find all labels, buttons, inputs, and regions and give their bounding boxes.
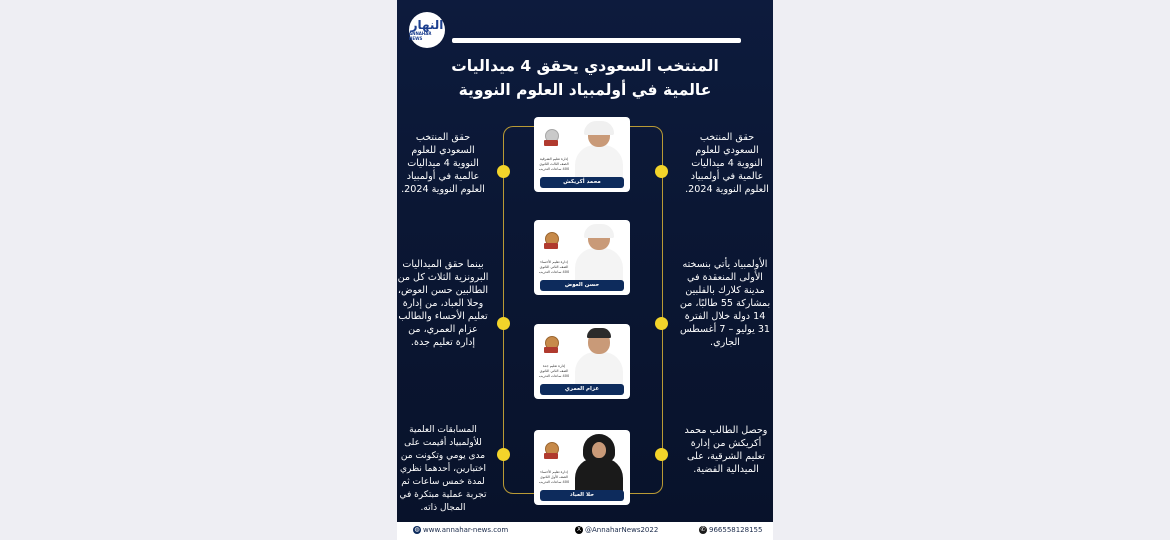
headline-line-1: المنتخب السعودي يحقق 4 ميداليات: [451, 57, 719, 75]
left-text-3: المسابقات العلمية للأولمبياد أقيمت على مدى يومي وتكونت من اختبارين، أحدهما نظري لمدة خمس ساعات ثم تجربة عملية مبتكرة في المجال ذاته.: [399, 425, 487, 513]
right-text-1: حقق المنتخب السعودي للعلوم النووية 4 ميداليات عالمية في أولمبياد العلوم النووية 2024.: [685, 132, 769, 195]
medal-icon: [540, 442, 562, 464]
timeline-dot-left: [497, 165, 510, 178]
timeline-dot-right: [655, 165, 668, 178]
student-meta: إدارة تعليم الأحساء الصف الأول الثانوي 400 ساعات التدريب: [538, 470, 570, 484]
student-meta: إدارة تعليم الأحساء الصف الثاني الثانوي 400 ساعات التدريب: [538, 260, 570, 274]
medal-icon: [540, 336, 562, 358]
student-card: [534, 220, 630, 295]
footer-website[interactable]: ◍ www.annahar-news.com: [414, 526, 509, 534]
student-meta: إدارة تعليم الشرقية الصف الثالث الثانوي 400 ساعات التدريب: [538, 157, 570, 171]
student-name: عزام العمري: [540, 384, 624, 395]
timeline-dot-right: [655, 317, 668, 330]
whatsapp-icon: ✆: [700, 526, 706, 533]
logo-text: النهار: [410, 18, 444, 32]
annahar-logo: [409, 12, 445, 48]
x-logo-icon: X: [576, 526, 582, 533]
student-photo: [572, 121, 626, 177]
top-divider-bar: [452, 38, 741, 43]
medal-icon: [540, 232, 562, 254]
student-name: حسن العوض: [540, 280, 624, 291]
footer-bar: [397, 522, 773, 540]
left-text-2: بينما حقق الميداليات البرونزية الثلاث كل من الطالبين حسن العوض، وحلا العباد، من إدارة تعليم الأحساء والطالب عزام العمري، من إدارة تعليم جدة.: [397, 259, 489, 348]
student-card: [534, 324, 630, 399]
footer-phone[interactable]: ✆ 966558128155: [700, 526, 763, 534]
infographic-poster: [397, 0, 773, 540]
student-name: محمد أكريكش: [540, 177, 624, 188]
headline: [417, 54, 753, 102]
student-name: حلا العباد: [540, 490, 624, 501]
right-text-2: الأولمبياد يأتي بنسخته الأولى المنعقدة في مدينة كلارك بالفلبين بمشاركة 55 طالبًا، من 14 دولة خلال الفترة 31 يوليو – 7 أغسطس الجاري.: [679, 259, 771, 348]
student-photo: [572, 328, 626, 384]
globe-icon: ◍: [414, 526, 420, 533]
student-photo: [572, 224, 626, 280]
student-meta: إدارة تعليم جدة الصف الثاني الثانوي 400 ساعات التدريب: [538, 364, 570, 378]
right-text-3: وحصل الطالب محمد أكريكش من إدارة تعليم الشرقية، على الميدالية الفضية.: [684, 425, 768, 475]
student-card: [534, 430, 630, 505]
medal-icon: [540, 129, 562, 151]
timeline-dot-right: [655, 448, 668, 461]
timeline-dot-left: [497, 448, 510, 461]
student-photo: [572, 434, 626, 490]
left-text-1: حقق المنتخب السعودي للعلوم النووية 4 ميداليات عالمية في أولمبياد العلوم النووية 2024.: [401, 132, 485, 195]
logo-subtitle: ANNAHAR NEWS: [409, 31, 432, 41]
headline-line-2: عالمية في أولمبياد العلوم النووية: [458, 81, 712, 99]
timeline-dot-left: [497, 317, 510, 330]
student-card: [534, 117, 630, 192]
footer-twitter[interactable]: X @AnnaharNews2022: [576, 526, 659, 534]
